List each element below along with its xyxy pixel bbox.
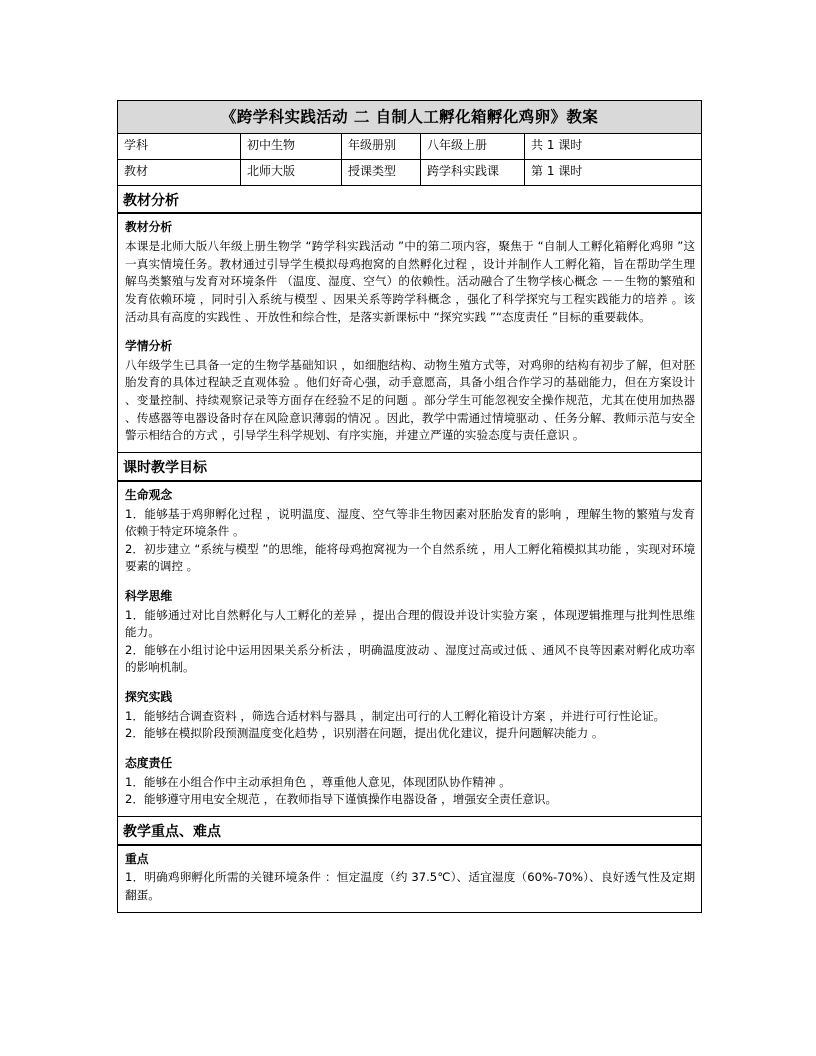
section-heading: 课时教学目标 (118, 458, 701, 481)
sub-heading-attitude-responsibility: 态度责任 (125, 755, 173, 770)
sub-heading-student-analysis: 学情分析 (125, 339, 173, 354)
meta-value-lesson-type: 跨学科实践课 (421, 159, 525, 185)
section-heading-row (118, 452, 702, 481)
paragraph-student-analysis: 八年级学生已具备一定的生物学基础知识 ，如细胞结构、动物生殖方式等，对鸡卵的结构有初步了解，但对胚胎发育的具体过程缺乏直观体验 。他们好奇心强，动手意愿高，具备小组合作学习的基础能力，但在方案设计 、变量控制、持续观察记录等方面存在经验不足的问题 。部分学生可能忽视安全操作规范，尤其在使用加热器 、传感器等电器设备时存在风险意识薄弱的情况 。因此，教学中需通过情境驱动 、任务分解、教师示范与安全警示相结合的方式 ，引导学生科学规划、有序实施，并建立严谨的实验态度与责任意识 。 (125, 357, 696, 443)
meta-label-subject: 学科 (118, 134, 241, 160)
spacer (125, 743, 695, 755)
spacer (125, 677, 695, 689)
meta-value-total-periods: 共 1 课时 (525, 134, 702, 160)
spacer (125, 326, 695, 338)
section-body-row (118, 845, 702, 912)
spacer (125, 576, 695, 588)
sub-heading-material-analysis: 教材分析 (125, 220, 173, 235)
meta-value-current-period: 第 1 课时 (525, 159, 702, 185)
paragraph-inquiry-practice: 1．能够结合调查资料 ，筛选合适材料与器具 ，制定出可行的人工孵化箱设计方案 ，并进行可行性论证。 2．能够在模拟阶段预测温度变化趋势 ，识别潜在问题，提出优化建议，提升问题解决能力 。 (125, 708, 666, 741)
section-heading-row (118, 816, 702, 845)
paragraph-life-concept: 1．能够基于鸡卵孵化过程 ，说明温度、湿度、空气等非生物因素对胚胎发育的影响 ，理解生物的繁殖与发育依赖于特定环境条件 。 2．初步建立 “系统与模型 ”的思维，能将母鸡抱窝视为一个自然系统 ，用人工孵化箱模拟其功能 ，实现对环境要素的调控 。 (125, 506, 696, 574)
paragraph-material-analysis: 本课是北师大版八年级上册生物学 “跨学科实践活动 ”中的第二项内容，聚焦于 “自制人工孵化箱孵化鸡卵 ”这一真实情境任务。教材通过引导学生模拟母鸡抱窝的自然孵化过程 ，设计并制作人工孵化箱，旨在帮助学生理解鸟类繁殖与发育对环境条件 （温度、湿度、空气）的依赖性。活动融合了生物学核心概念 －－生物的繁殖和发育依赖环境 ，同时引入系统与模型 、因果关系等跨学科概念 ，强化了科学探究与工程实践能力的培养 。该活动具有高度的实践性 、开放性和综合性，是落实新课标中 “探究实践 ”“态度责任 ”目标的重要载体。 (125, 239, 696, 324)
section-body-objectives (118, 481, 702, 816)
meta-value-subject: 初中生物 (241, 134, 342, 160)
meta-value-textbook: 北师大版 (241, 159, 342, 185)
title-row (118, 101, 702, 134)
sub-heading-life-concept: 生命观念 (125, 487, 173, 502)
section-heading-cell-material-analysis (118, 185, 702, 214)
section-body-row (118, 481, 702, 816)
sub-heading-inquiry-practice: 探究实践 (125, 690, 173, 705)
section-heading-cell-key-points (118, 816, 702, 845)
sub-heading-scientific-thinking: 科学思维 (125, 588, 173, 603)
section-heading: 教材分析 (118, 191, 701, 214)
paragraph-key-point: 1．明确鸡卵孵化所需的关键环境条件 ：恒定温度（约 37.5℃）、适宜湿度（60%-70%）、良好透气性及定期翻蛋。 (125, 870, 696, 903)
meta-row (118, 134, 702, 160)
meta-row (118, 159, 702, 185)
paragraph-scientific-thinking: 1．能够通过对比自然孵化与人工孵化的差异 ，提出合理的假设并设计实验方案 ，体现逻辑推理与批判性思维能力。 2．能够在小组讨论中运用因果关系分析法 ，明确温度波动 、湿度过高或过低 、通风不良等因素对孵化成功率的影响机制。 (125, 607, 696, 675)
section-heading-cell-objectives (118, 452, 702, 481)
meta-value-grade: 八年级上册 (421, 134, 525, 160)
paragraph-attitude-responsibility: 1．能够在小组合作中主动承担角色 ，尊重他人意见，体现团队协作精神 。 2．能够遵守用电安全规范 ，在教师指导下谨慎操作电器设备 ，增强安全责任意识。 (125, 774, 558, 807)
sub-heading-key-point: 重点 (125, 851, 149, 866)
meta-label-lesson-type: 授课类型 (342, 159, 421, 185)
meta-label-textbook: 教材 (118, 159, 241, 185)
section-body-material-analysis (118, 214, 702, 452)
meta-label-grade: 年级册别 (342, 134, 421, 160)
section-body-key-points (118, 845, 702, 912)
document-title-cell (118, 101, 702, 134)
page-title: 《跨学科实践活动 二 自制人工孵化箱孵化鸡卵》教案 (220, 107, 599, 126)
section-heading-row (118, 185, 702, 214)
lesson-plan-table (117, 100, 702, 913)
section-heading: 教学重点、难点 (118, 822, 701, 845)
section-body-row (118, 214, 702, 452)
